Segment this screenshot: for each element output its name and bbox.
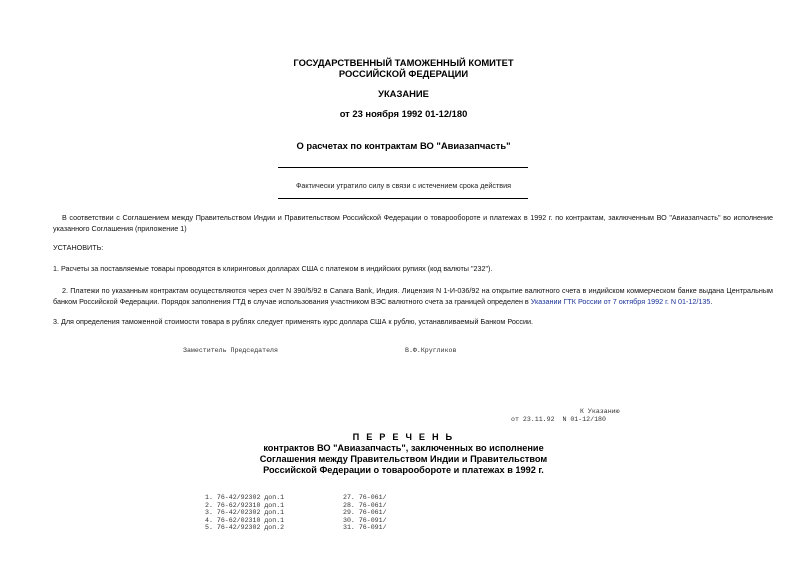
signature-name: В.Ф.Кругликов (405, 347, 457, 354)
preamble-paragraph (53, 212, 773, 234)
agency-name-line2: РОССИЙСКОЙ ФЕДЕРАЦИИ (338, 68, 469, 79)
document-date-number: от 23 ноября 1992 01-12/180 (339, 108, 468, 119)
contract-list-right (343, 494, 387, 532)
item-1-text: 1. Расчеты за поставляемые товары проводятся в клиринговых долларах США с платежом в индийских рупиях (код валюты "232"). (53, 264, 493, 273)
item-2-tail: . (710, 297, 713, 306)
preamble-text: В соответствии с Соглашением между Правительством Индии и Правительством Российской Федерации о товарообороте и платежах в 1992 г. по контрактам, заключенным ВО "Авиазапчасть" во исполнение указанного Соглашения (приложение 1) (53, 213, 773, 233)
document-type: УКАЗАНИЕ (378, 88, 429, 99)
list-title-line1: контрактов ВО "Авиазапчасть", заключенных во исполнение (263, 443, 544, 453)
list-item: 4. 76-62/02310 доп.1 (205, 516, 285, 524)
establish-paragraph (53, 242, 773, 253)
item-1-paragraph (53, 263, 773, 274)
list-item: 5. 76-42/92302 доп.2 (205, 524, 285, 531)
item-2-text: 2. Платежи по указанным контрактам осуществляются через счет N 390/5/92 в Canara Bank, Индия. Лицензия N 1-И-036/92 на открытие валютного счета в индийском коммерческом банке выдана Центральным банком Российской Федерации. Порядок заполнения ГТД в случае использования участником ВЭС валютного счета за границей определен в (53, 286, 773, 306)
list-title-line3: Российской Федерации о товарообороте и платежах в 1992 г. (263, 465, 544, 475)
divider-top (278, 167, 528, 168)
status-note: Фактически утратило силу в связи с истечением срока действия (295, 181, 512, 190)
list-item: 28. 76-061/ (343, 501, 387, 509)
referenced-directive-link[interactable]: Указании ГТК России от 7 октября 1992 г. N 01-12/135 (530, 297, 711, 306)
list-heading: П Е Р Е Ч Е Н Ь (352, 432, 455, 442)
list-title-line2: Соглашения между Правительством Индии и Правительством (259, 454, 548, 464)
list-item: 31. 76-091/ (343, 524, 387, 531)
list-item: 29. 76-061/ (343, 509, 387, 516)
establish-text: УСТАНОВИТЬ: (53, 243, 104, 252)
item-3-paragraph (53, 316, 773, 327)
list-item: 2. 76-62/92310 доп.1 (205, 501, 285, 509)
item-3-text: 3. Для определения таможенной стоимости товара в рублях следует применять курс доллара США к рублю, устанавливаемый Банком России. (53, 317, 534, 326)
item-2-paragraph (53, 285, 773, 307)
list-item: 27. 76-061/ (343, 494, 387, 501)
divider-bottom (278, 198, 528, 199)
list-item: 3. 76-42/02302 доп.1 (205, 509, 285, 516)
contract-list-left (205, 494, 284, 532)
signature-position: Заместитель Председателя (183, 347, 278, 354)
agency-name-line1: ГОСУДАРСТВЕННЫЙ ТАМОЖЕННЫЙ КОМИТЕТ (293, 57, 514, 68)
appendix-ref-line2: от 23.11.92 N 01-12/180 (511, 416, 606, 423)
list-item: 1. 76-42/92302 доп.1 (205, 494, 285, 501)
document-subject: О расчетах по контрактам ВО "Авиазапчасть" (296, 140, 511, 151)
appendix-ref-line1: К Указанию (580, 408, 620, 415)
list-item: 30. 76-091/ (343, 516, 387, 524)
